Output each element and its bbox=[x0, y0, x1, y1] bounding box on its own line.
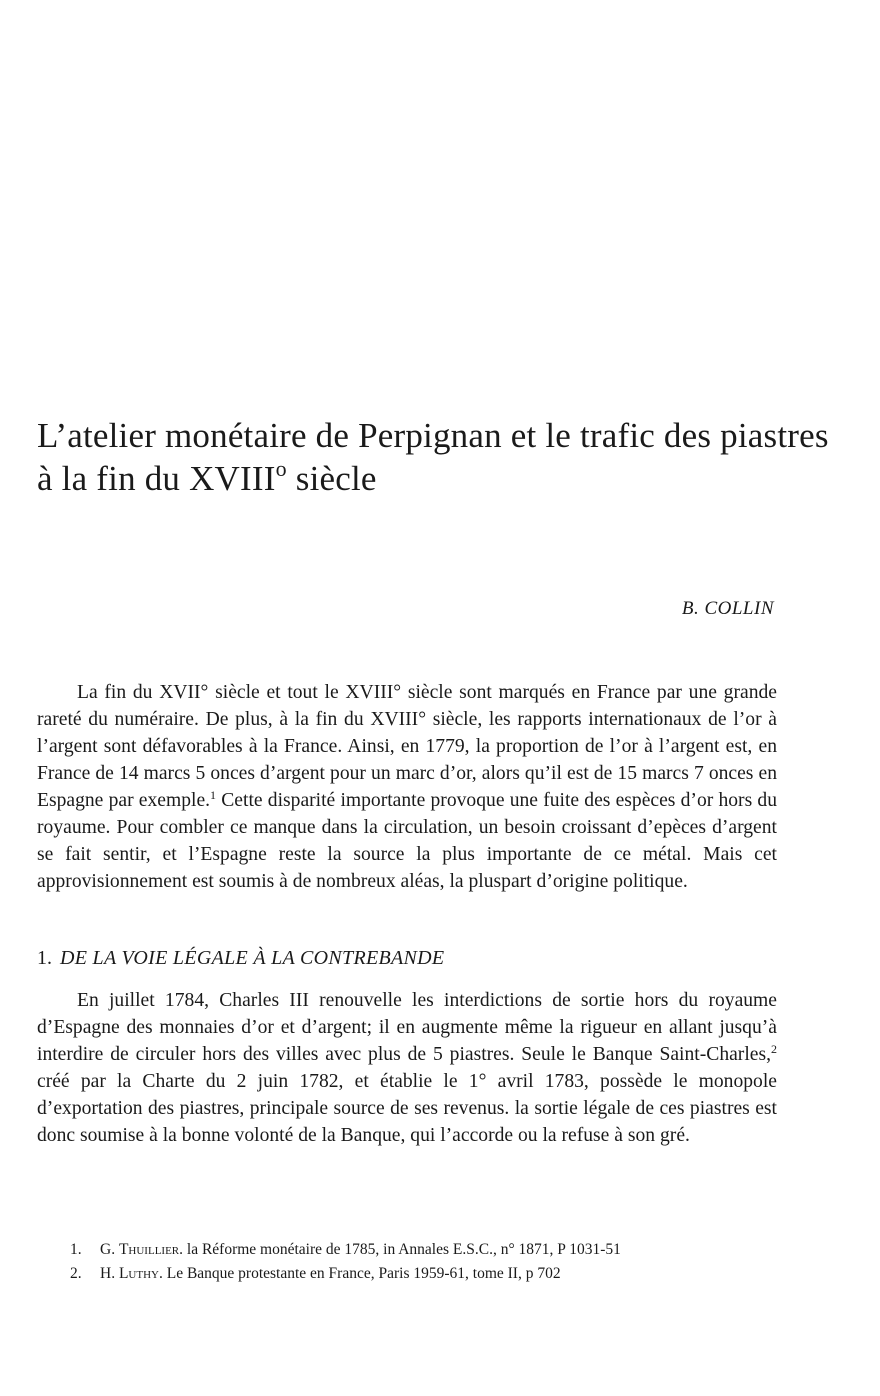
paragraph-2-text: En juillet 1784, Charles III renouvelle les interdictions de sortie hors du royaume d’Espagne des monnaies d’or et d’argent; il en augmente même la rigueur en allant jusqu’à interdire de circuler hors des villes avec plus de 5 piastres. Seule le Banque Saint-Charles, bbox=[37, 990, 777, 1065]
footnote-ref-1[interactable]: 1 bbox=[210, 788, 217, 802]
footnote-body bbox=[100, 1262, 561, 1286]
footnote-text: . Le Banque protestante en France, Paris 1959-61, tome II, p 702 bbox=[158, 1265, 561, 1282]
footnotes bbox=[70, 1238, 790, 1286]
footnote-1 bbox=[70, 1238, 790, 1262]
footnote-initial: G. bbox=[100, 1241, 119, 1258]
footnote-text: . la Réforme monétaire de 1785, in Annales E.S.C., n° 1871, P 1031-51 bbox=[179, 1241, 621, 1258]
section-heading bbox=[37, 947, 444, 970]
paragraph-1-continuation: Cette disparité importante provoque une fuite des espèces d’or hors du royaume. Pour combler ce manque dans la circulation, un besoin croissant d’epèces d’argent se fait sentir, et l’Espagne reste la source la plus importante de ce métal. Mais cet approvisionnement est soumis à de nombreux aléas, la pluspart d’origine politique. bbox=[37, 790, 777, 892]
footnote-author: Thuillier bbox=[118, 1241, 180, 1258]
article-title bbox=[37, 414, 837, 500]
paragraph-1-text: La fin du XVII° siècle et tout le XVIII° siècle sont marqués en France par une grande rareté du numéraire. De plus, à la fin du XVIII° siècle, les rapports internationaux de l’or à l’argent sont défavorables à la France. Ainsi, en 1779, la proportion de l’or à l’argent est, en France de 14 marcs 5 onces d’argent pour un marc d’or, alors qu’il est de 15 marcs 7 onces en Espagne par exemple. bbox=[37, 682, 777, 811]
section-title: DE LA VOIE LÉGALE À LA CONTREBANDE bbox=[60, 947, 445, 969]
footnote-ref-2[interactable]: 2 bbox=[771, 1042, 777, 1056]
paragraph-2 bbox=[37, 987, 777, 1149]
footnote-body bbox=[100, 1238, 621, 1262]
footnote-number: 1. bbox=[70, 1241, 82, 1258]
footnote-initial: H. bbox=[100, 1265, 119, 1282]
section-number: 1. bbox=[37, 947, 52, 969]
article-title-superscript: o bbox=[275, 456, 287, 481]
footnote-number: 2. bbox=[70, 1265, 82, 1282]
footnote-2 bbox=[70, 1262, 790, 1286]
article-title-main: L’atelier monétaire de Perpignan et le trafic des piastres à la fin du XVIII bbox=[37, 416, 829, 498]
footnote-author: Luthy bbox=[118, 1265, 159, 1282]
paragraph-2-continuation: créé par la Charte du 2 juin 1782, et établie le 1° avril 1783, possède le monopole d’exportation des piastres, principale source de ses revenus. la sortie légale de ces piastres est donc soumise à la bonne volonté de la Banque, qui l’accorde ou la refuse à son gré. bbox=[37, 1071, 777, 1146]
article-title-end: siècle bbox=[286, 459, 377, 498]
author-name: B. COLLIN bbox=[681, 598, 774, 619]
paragraph-1 bbox=[37, 679, 777, 895]
